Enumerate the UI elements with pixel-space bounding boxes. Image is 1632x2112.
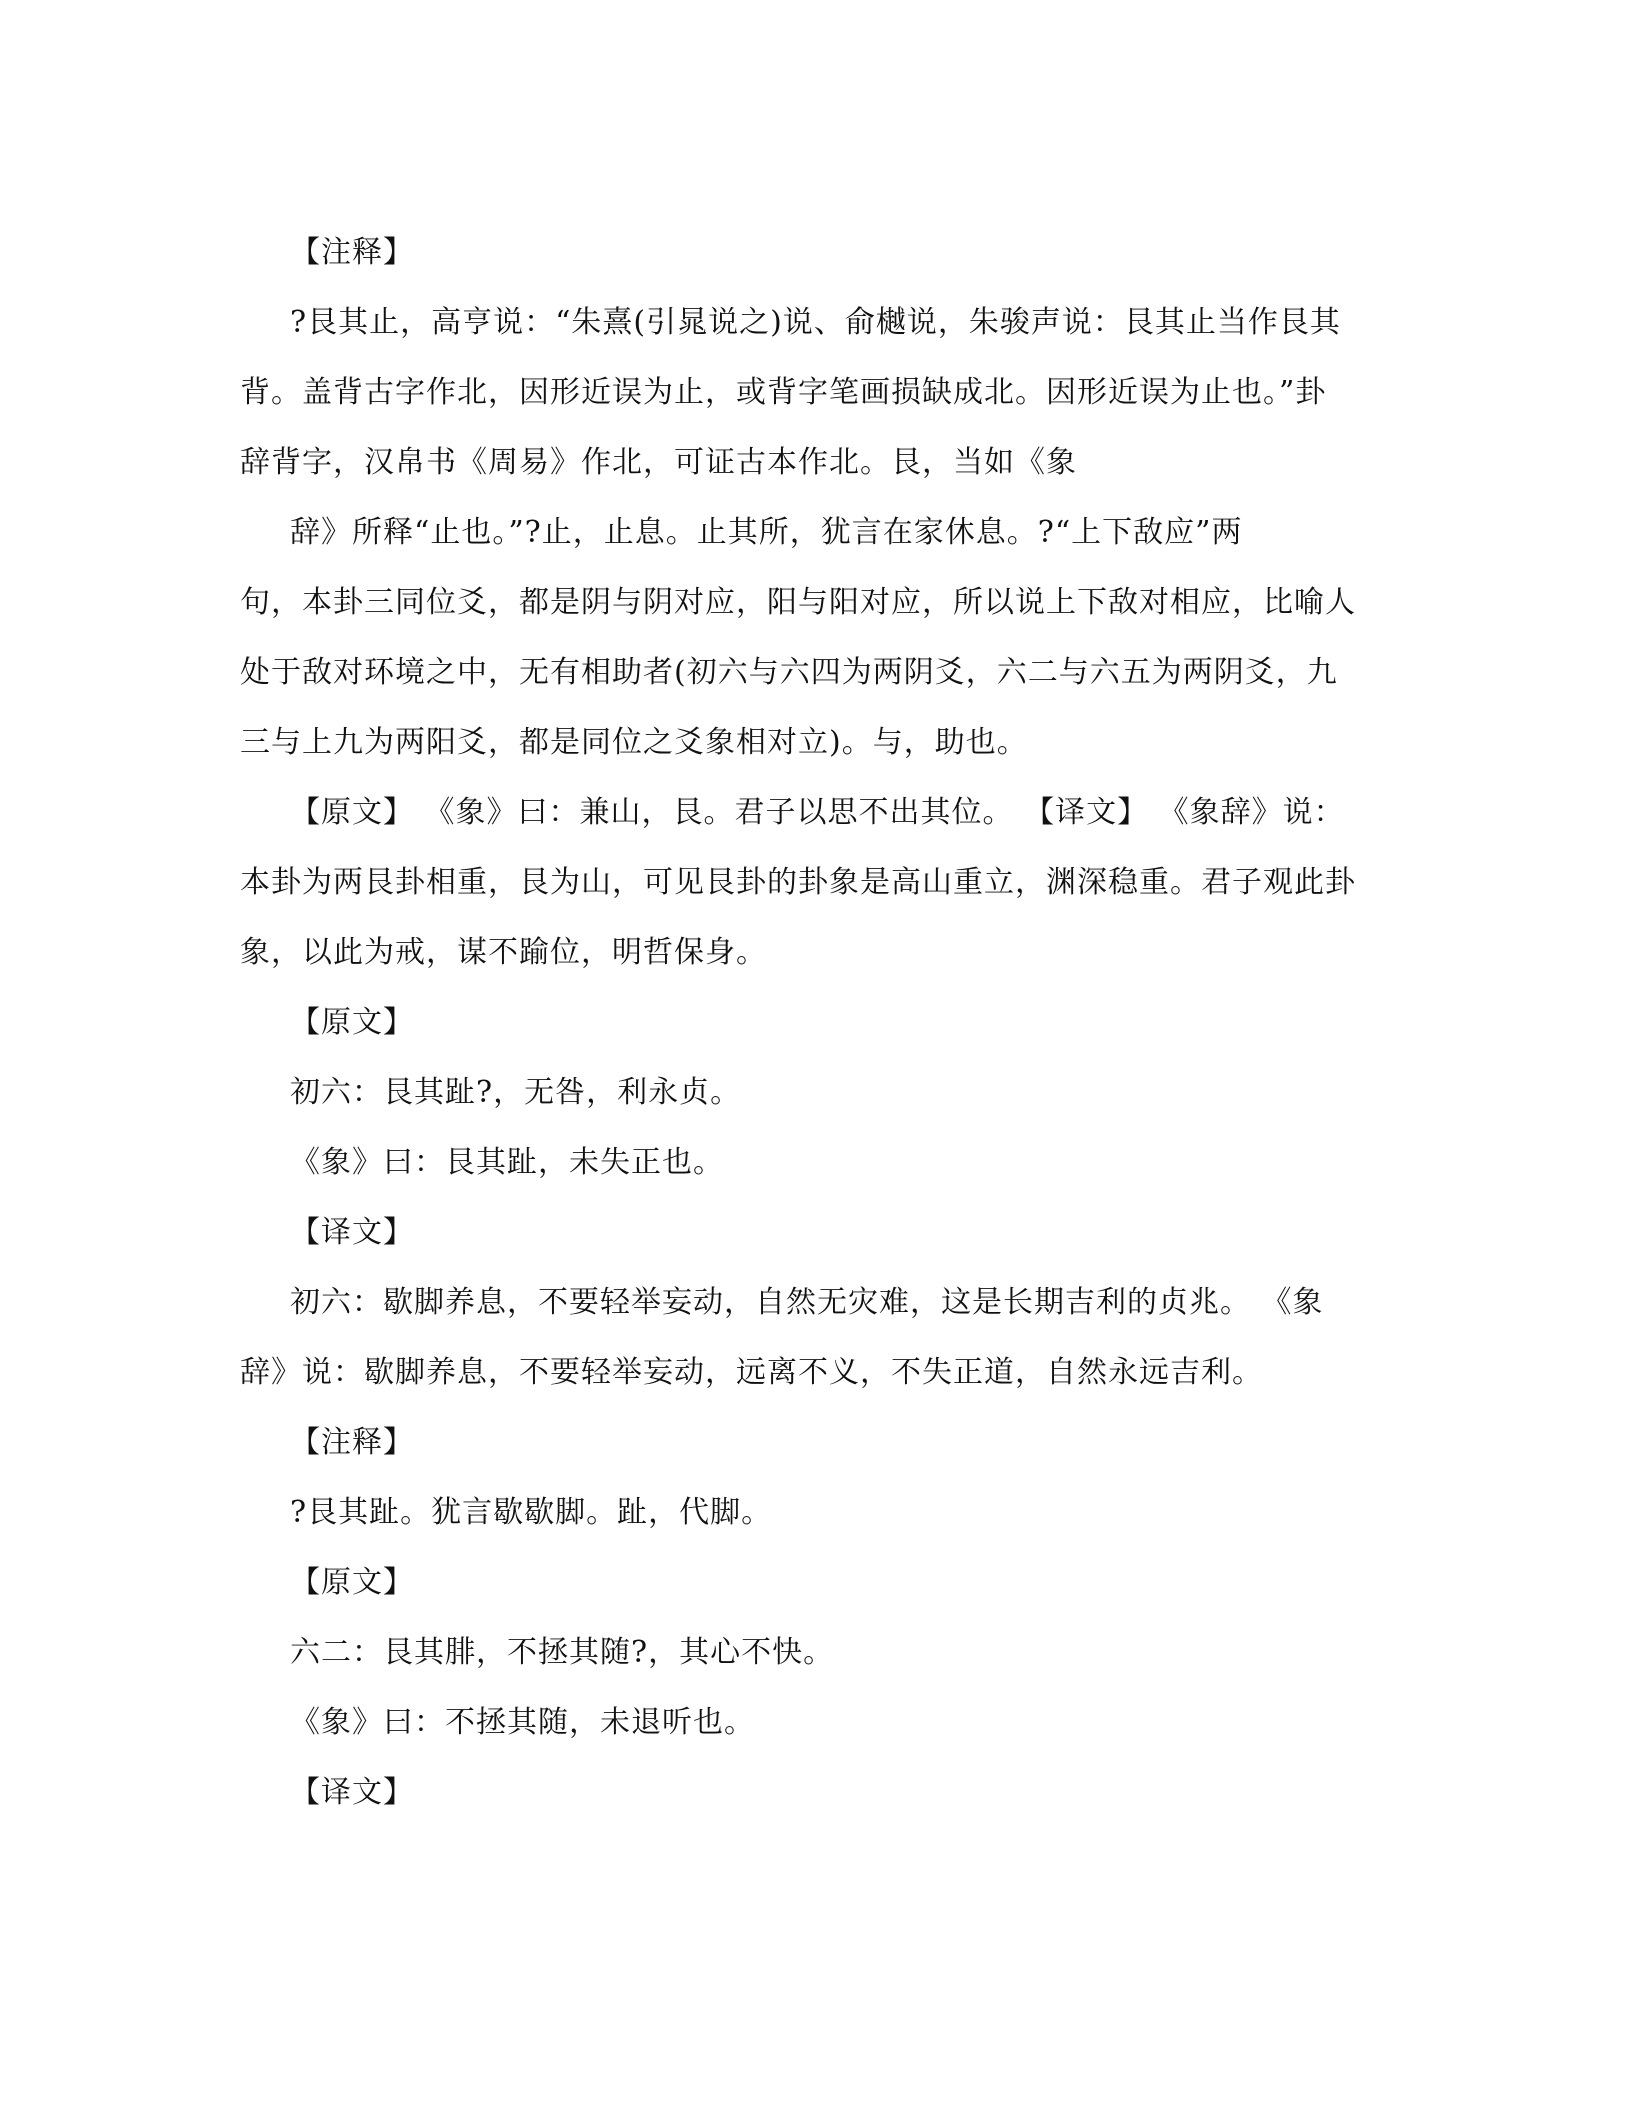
paragraph-line: 辞》所释“止也。”?止，止息。止其所，犹言在家休息。?“上下敌应”两 <box>290 515 1243 550</box>
paragraph-line: 句，本卦三同位爻，都是阴与阴对应，阳与阳对应，所以说上下敌对相应，比喻人 <box>240 585 1356 620</box>
paragraph-line: ?艮其止，高亨说：“朱熹(引晁说之)说、俞樾说，朱骏声说：艮其止当作艮其 <box>290 305 1341 340</box>
paragraph-line: 【原文】 《象》曰：兼山，艮。君子以思不出其位。 【译文】 《象辞》说： <box>290 795 1345 830</box>
heading-translation: 【译文】 <box>290 1775 414 1810</box>
paragraph-line: 六二：艮其腓，不拯其随?，其心不快。 <box>290 1635 835 1670</box>
heading-annotation: 【注释】 <box>290 235 414 270</box>
heading-translation: 【译文】 <box>290 1215 414 1250</box>
document-body <box>240 218 1390 1828</box>
heading-original: 【原文】 <box>290 1005 414 1040</box>
paragraph-line: 处于敌对环境之中，无有相助者(初六与六四为两阴爻，六二与六五为两阴爻，九 <box>240 655 1338 690</box>
paragraph-line: 三与上九为两阳爻，都是同位之爻象相对立)。与，助也。 <box>240 725 1028 760</box>
paragraph-line: ?艮其趾。犹言歇歇脚。趾，代脚。 <box>290 1495 773 1530</box>
paragraph-line: 初六：艮其趾?，无咎，利永贞。 <box>290 1075 742 1110</box>
paragraph-line: 初六：歇脚养息，不要轻举妄动，自然无灾难，这是长期吉利的贞兆。 《象 <box>290 1285 1324 1320</box>
paragraph-line: 《象》曰：艮其趾，未失正也。 <box>290 1145 724 1180</box>
paragraph-line: 背。盖背古字作北，因形近误为止，或背字笔画损缺成北。因形近误为止也。”卦 <box>240 375 1327 410</box>
heading-annotation: 【注释】 <box>290 1425 414 1460</box>
paragraph-line: 辞背字，汉帛书《周易》作北，可证古本作北。艮，当如《象 <box>240 445 1077 480</box>
paragraph-line: 辞》说：歇脚养息，不要轻举妄动，远离不义，不失正道，自然永远吉利。 <box>240 1355 1263 1390</box>
paragraph-line: 本卦为两艮卦相重，艮为山，可见艮卦的卦象是高山重立，渊深稳重。君子观此卦 <box>240 865 1356 900</box>
paragraph-line: 《象》曰：不拯其随，未退听也。 <box>290 1705 755 1740</box>
paragraph-line: 象，以此为戒，谋不踰位，明哲保身。 <box>240 935 767 970</box>
heading-original: 【原文】 <box>290 1565 414 1600</box>
